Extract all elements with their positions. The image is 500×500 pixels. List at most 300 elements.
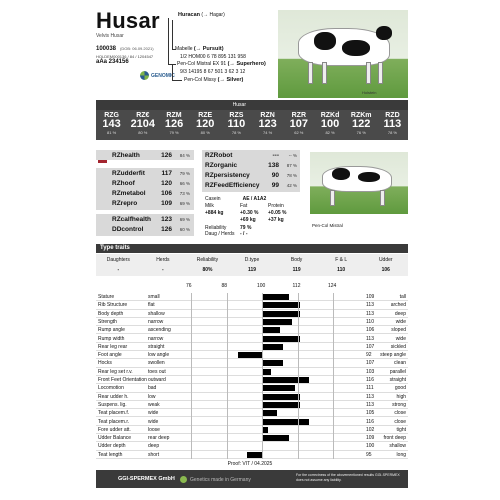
dam-dam-note: (→ Silver) (217, 77, 244, 83)
registration-number (96, 46, 154, 52)
casein-value: AE / A1A2 (242, 196, 267, 202)
linear-trait-row (96, 409, 408, 417)
health-label: RZFeedEfficiency (205, 182, 260, 189)
trait-right-pole: tall (399, 294, 406, 300)
protein-kg: +37 kg (268, 217, 284, 223)
linear-trait-row (96, 343, 408, 351)
dam-photo-spot (332, 168, 350, 180)
type-trait-col (363, 254, 408, 276)
health-reliability: 78 % (286, 173, 297, 178)
trait-right-pole: long (396, 451, 406, 458)
sire-dam-note: (→ Pursuit) (193, 46, 224, 52)
trait-bar (262, 302, 300, 308)
trait-right-pole: tight (396, 426, 406, 433)
linear-trait-row (96, 393, 408, 401)
trait-value: 113 (366, 335, 374, 342)
trait-left-pole: short (148, 451, 160, 458)
health-reliability: 60 % (179, 227, 190, 232)
reliability-label: Reliability (205, 225, 227, 231)
health-reliability: 69 % (179, 217, 190, 222)
pedigree-sire (178, 12, 225, 18)
casein-label: Casein (205, 196, 221, 202)
linear-trait-row (96, 442, 408, 450)
trait-left-pole: wide (148, 410, 159, 417)
pedigree-connector-line (172, 20, 176, 50)
bull-name: Husar (96, 8, 160, 33)
health-reliability: 84 % (179, 153, 190, 158)
trait-left-pole: shallow (148, 310, 165, 317)
milk-label: Milk (205, 203, 214, 209)
trait-name: Udder Balance (98, 435, 132, 442)
dam-photo-leg (330, 190, 335, 206)
trait-right-pole: straight (389, 377, 406, 383)
type-trait-header: Body (290, 257, 303, 263)
index-cell (314, 110, 345, 140)
health-value: --- (272, 152, 279, 159)
milk-kg: +884 kg (205, 210, 224, 216)
fat-pct: +0.30 % (240, 210, 259, 216)
health-value: 117 (161, 170, 172, 177)
trait-left-pole: low angle (148, 352, 170, 359)
linear-trait-row (96, 351, 408, 359)
index-cell (96, 110, 127, 140)
trait-bar (247, 452, 262, 458)
index-reliability: 76 % (356, 130, 366, 135)
band-label: Husar (232, 102, 246, 108)
proof-line: Proof: VIT / 04.2025 (227, 461, 273, 467)
trait-right-pole: close (394, 418, 406, 425)
scale-tick-label: 124 (328, 283, 337, 289)
health-row (205, 162, 299, 169)
trait-value: 116 (366, 418, 374, 425)
index-reliability: 80 % (200, 130, 210, 135)
scale-tick-label: 100 (257, 283, 266, 289)
health-reliability: 79 % (179, 171, 190, 176)
index-value: 110 (227, 118, 246, 130)
trait-name: Strength (98, 318, 117, 325)
index-reliability: 74 % (263, 130, 273, 135)
type-trait-col (230, 254, 275, 276)
daughters-herds-value: - / - (240, 231, 248, 237)
type-trait-value: 80% (202, 267, 213, 273)
trait-name: Front Feet Orientation (98, 377, 147, 383)
type-trait-col (319, 254, 364, 276)
bull-photo-spot (314, 32, 336, 50)
trait-name: Stature (98, 294, 115, 300)
index-reliability: 78 % (231, 130, 241, 135)
health-value: 99 (271, 182, 279, 189)
trait-value: 105 (366, 410, 375, 417)
index-cell (283, 110, 314, 140)
scale-gridline (191, 293, 192, 459)
index-value: 113 (383, 118, 402, 130)
health-label: RZhoof (112, 180, 135, 187)
scale-gridline (298, 293, 299, 459)
index-cell (346, 110, 377, 140)
pedigree-dam-dam (184, 77, 243, 83)
trait-bar (262, 435, 289, 441)
health-row (112, 190, 192, 197)
regno-value: 100038 (96, 46, 117, 52)
index-reliability: 82 % (325, 130, 335, 135)
health-row (112, 216, 192, 223)
type-trait-header: Herds (156, 257, 170, 263)
dam-id: 9/3 14195 8 67 501 3 62 3 12 (180, 69, 246, 75)
health-row (112, 200, 192, 207)
health-value: 138 (268, 162, 279, 169)
trait-bar (262, 360, 283, 366)
trait-name: Suspens. lig. (98, 401, 127, 408)
trait-left-pole: ascending (148, 327, 171, 334)
index-reliability: 78 % (387, 130, 397, 135)
type-trait-col (274, 254, 319, 276)
trait-right-pole: shallow (389, 443, 406, 450)
trait-bar (262, 327, 280, 333)
trait-bar (262, 319, 292, 325)
health-value: 90 (271, 172, 279, 179)
type-trait-header: D.type (244, 257, 260, 263)
linear-trait-row (96, 401, 408, 409)
health-row (112, 152, 192, 159)
type-trait-header: F & L (335, 257, 348, 263)
genetics-logo-icon (180, 476, 187, 483)
type-trait-header: Udder (378, 257, 393, 263)
dam-photo-caption: Pen-Col Mistral (312, 223, 343, 228)
trait-right-pole: good (394, 385, 406, 392)
protein-pct: +0.05 % (268, 210, 287, 216)
index-key: RZD (385, 112, 400, 119)
trait-name: Rear leg set r.v. (98, 368, 133, 375)
index-key: RZR (291, 112, 307, 119)
health-row (112, 170, 192, 177)
trait-right-pole: parallel (389, 368, 406, 375)
index-cell (252, 110, 283, 140)
dam-name: Pen-Col Mistral EX 91 (177, 61, 227, 67)
trait-value: 107 (366, 343, 375, 350)
linear-trait-row (96, 301, 408, 309)
trait-name: Teat length (98, 451, 123, 458)
genomic-logo-text: GENOMIC (151, 72, 175, 79)
trait-value: 111 (366, 385, 374, 392)
index-band (96, 100, 408, 110)
bull-photo-spot (342, 40, 370, 56)
trait-right-pole: wide (395, 335, 406, 342)
linear-trait-row (96, 434, 408, 442)
trait-name: Locomotion (98, 385, 124, 392)
trait-left-pole: straight (148, 343, 165, 350)
trait-name: Foot angle (98, 352, 122, 359)
health-label: RZcalfhealth (112, 216, 152, 223)
dam-dam-name: Pen-Col Missy (184, 77, 217, 83)
trait-right-pole: high (396, 393, 406, 400)
trait-bar (262, 336, 300, 342)
trait-left-pole: deep (148, 443, 160, 450)
index-value: 107 (289, 118, 308, 130)
health-row (205, 182, 299, 189)
type-traits-title: Type traits (96, 244, 408, 253)
trait-right-pole: wide (395, 318, 406, 325)
index-value: 120 (196, 118, 215, 130)
trait-left-pole: rear deep (148, 435, 170, 442)
type-trait-value: - (162, 267, 164, 273)
index-row (96, 110, 408, 140)
trait-name: Body depth (98, 310, 124, 317)
health-row (205, 172, 299, 179)
sire-note: (→ Hagar) (201, 12, 225, 18)
trait-bar (262, 311, 300, 317)
linear-trait-row (96, 293, 408, 301)
health-label: RZmetabol (112, 190, 146, 197)
index-value: 126 (164, 118, 184, 130)
trait-name: Rib Structure (98, 302, 128, 309)
type-trait-col (96, 254, 141, 276)
index-value: 123 (258, 118, 277, 130)
trait-bar (262, 410, 277, 416)
trait-name: Udder depth (98, 443, 126, 450)
trait-name: Rear leg rear (98, 343, 128, 350)
index-reliability: 80 % (138, 130, 148, 135)
trait-value: 113 (366, 302, 374, 309)
health-reliability: 66 % (179, 181, 190, 186)
health-row (205, 152, 299, 159)
index-value: 100 (320, 118, 340, 130)
type-trait-header: Reliability (196, 257, 219, 263)
protein-label: Protein (268, 203, 284, 209)
trait-left-pole: wide (148, 418, 159, 425)
trait-left-pole: loose (148, 426, 160, 433)
health-value: 120 (161, 180, 172, 187)
index-cell (377, 110, 408, 140)
sire-name: Huracan (178, 12, 201, 18)
type-trait-col (185, 254, 230, 276)
trait-bar (262, 294, 289, 300)
health-label: RZudderfit (112, 170, 145, 177)
bull-photo-leg (308, 62, 313, 84)
linear-trait-row (96, 310, 408, 318)
trait-right-pole: steep angle (380, 352, 406, 359)
index-key: RZE (198, 112, 213, 119)
type-trait-header: Daughters (106, 257, 130, 263)
sire-dam-name: Mabelle (175, 46, 193, 52)
trait-right-pole: close (394, 410, 406, 417)
trait-bar (262, 369, 271, 375)
trait-value: 116 (366, 377, 374, 383)
health-label: RZorganic (205, 162, 238, 169)
trait-value: 110 (366, 318, 374, 325)
trait-bar (262, 385, 295, 391)
health-label: RZrepro (112, 200, 138, 207)
index-key: RZ€ (136, 112, 150, 119)
bull-photo-leg (366, 62, 371, 84)
pedigree-sire-dam (175, 46, 224, 52)
trait-bar (262, 394, 300, 400)
index-key: RZS (229, 112, 244, 119)
trait-name: Teat placem.f. (98, 410, 130, 417)
trait-value: 113 (366, 393, 374, 400)
trait-bar (262, 402, 300, 408)
linear-trait-row (96, 335, 408, 343)
aaa-code: aAa 234156 (96, 59, 129, 65)
trait-right-pole: sloped (391, 327, 406, 334)
trait-left-pole: swollen (148, 360, 165, 367)
dam-photo-leg (380, 190, 385, 206)
dam-photo (310, 152, 408, 214)
linear-trait-row (96, 426, 408, 434)
index-reliability: 79 % (169, 130, 179, 135)
scale-gridline (227, 293, 228, 459)
photo-caption: Holstein (362, 90, 377, 95)
bull-photo-leg (378, 62, 383, 84)
trait-right-pole: strong (392, 401, 406, 408)
linear-trait-row (96, 368, 408, 376)
footer-genetics: Genetics made in Germany (190, 477, 251, 483)
reliability-value: 79 % (240, 225, 252, 231)
type-trait-value: 119 (247, 267, 257, 273)
health-value: 123 (161, 216, 172, 223)
trait-left-pole: narrow (148, 335, 164, 342)
fat-label: Fat (240, 203, 248, 209)
trait-bar (262, 377, 309, 383)
type-trait-value: 106 (381, 267, 390, 273)
health-reliability: 73 % (179, 191, 190, 196)
linear-trait-row (96, 376, 408, 384)
health-row (112, 180, 192, 187)
dam-note: (→ Superhero) (227, 61, 266, 67)
trait-name: Teat placem.r. (98, 418, 130, 425)
health-value: 126 (161, 226, 172, 233)
scale-tick-label: 76 (186, 283, 192, 289)
type-trait-value: - (117, 267, 120, 273)
trait-value: 106 (366, 327, 375, 334)
trait-right-pole: arched (390, 302, 406, 309)
health-reliability: 42 % (286, 183, 297, 188)
health-value: 126 (161, 152, 172, 159)
index-cell (127, 110, 158, 140)
casein-line (205, 196, 266, 202)
index-value: 143 (102, 118, 121, 130)
index-reliability: 81 % (107, 130, 117, 135)
linear-trait-row (96, 418, 408, 426)
health-label: RZhealth (112, 152, 140, 159)
linear-trait-row (96, 384, 408, 392)
trait-value: 109 (366, 435, 375, 442)
trait-value: 107 (366, 360, 375, 367)
health-value: 109 (161, 200, 172, 207)
fat-kg: +69 kg (240, 217, 256, 223)
daughters-herds-label: Daug / Herds (205, 231, 235, 237)
trait-name: Hocks (98, 360, 112, 367)
footer-disclaimer: For the correctness of the abovementioned results GGI-SPERMEX does not assume any liability. (296, 473, 400, 482)
linear-trait-row (96, 359, 408, 367)
trait-left-pole: toes out (148, 368, 166, 375)
health-label: RZRobot (205, 152, 233, 159)
health-reliability: 69 % (179, 201, 190, 206)
footer (96, 470, 408, 488)
trait-value: 113 (366, 310, 374, 317)
scale-tick-label: 112 (292, 283, 301, 289)
trait-name: Rump width (98, 335, 125, 342)
index-reliability: 62 % (294, 130, 304, 135)
trait-bar (262, 419, 309, 425)
trait-right-pole: sickled (390, 343, 406, 350)
type-trait-col (141, 254, 186, 276)
genomic-logo-icon (140, 71, 149, 80)
bull-photo-leg (322, 62, 327, 84)
sire-dam-id: 1/2 HOM00 6 78 895 131 958 (180, 54, 246, 60)
trait-left-pole: weak (148, 401, 160, 408)
pedigree-dam (177, 61, 266, 67)
trait-right-pole: deep (394, 310, 406, 317)
scale-gridline (333, 293, 334, 459)
index-value: 2104 (130, 118, 156, 130)
trait-name: Rear udder h. (98, 393, 129, 400)
scale-gridline (262, 293, 263, 459)
linear-trait-row (96, 451, 408, 459)
trait-value: 92 (366, 352, 372, 359)
scale-tick-label: 88 (221, 283, 228, 289)
regno-date: (DOB: 06.09.2021) (120, 46, 154, 51)
trait-value: 103 (366, 368, 375, 375)
trait-value: 113 (366, 401, 374, 408)
trait-value: 109 (366, 294, 375, 300)
health-reliability: -- % (288, 153, 297, 158)
trait-right-pole: clean (394, 360, 406, 367)
footer-brand: GGI-SPERMEX GmbH (118, 476, 175, 482)
pedigree-connector-line (172, 65, 182, 81)
trait-value: 95 (366, 451, 372, 458)
trait-right-pole: front deep (383, 435, 406, 442)
trait-left-pole: outward (148, 377, 166, 383)
bull-photo (278, 10, 408, 98)
type-traits-summary (96, 254, 408, 276)
health-row (112, 226, 192, 233)
trait-left-pole: small (148, 294, 160, 300)
health-value: 106 (161, 190, 172, 197)
trait-bar (238, 352, 262, 358)
trait-left-pole: low (148, 393, 156, 400)
index-cell (158, 110, 189, 140)
index-cell (221, 110, 252, 140)
bull-photo-spot (376, 26, 392, 40)
index-key: RZKd (320, 112, 340, 119)
linear-trait-row (96, 326, 408, 334)
trait-left-pole: bad (148, 385, 157, 392)
index-key: RZG (104, 112, 119, 119)
dam-photo-spot (358, 172, 380, 182)
trait-left-pole: narrow (148, 318, 164, 325)
health-label: RZpersistency (205, 172, 250, 179)
linear-trait-row (96, 318, 408, 326)
index-key: RZN (260, 112, 275, 119)
type-trait-value: 119 (292, 267, 301, 273)
trait-value: 100 (366, 443, 375, 450)
index-value: 122 (352, 118, 371, 130)
health-reliability: 87 % (286, 163, 297, 168)
index-key: RZKm (350, 112, 372, 119)
genomic-logo (140, 71, 175, 80)
index-key: RZM (166, 112, 182, 119)
health-label: DDcontrol (112, 226, 144, 233)
bull-subtitle: Velvis Husar (96, 33, 124, 39)
trait-bar (262, 344, 283, 350)
trait-name: Fore udder att. (98, 426, 131, 433)
herdbook-number: HOLDEM000136 / 84 / 1204547 (96, 54, 154, 59)
trait-left-pole: flat (148, 302, 155, 309)
trait-name: Rump angle (98, 327, 125, 334)
trait-value: 102 (366, 426, 375, 433)
index-cell (190, 110, 221, 140)
type-trait-value: 110 (337, 267, 346, 273)
